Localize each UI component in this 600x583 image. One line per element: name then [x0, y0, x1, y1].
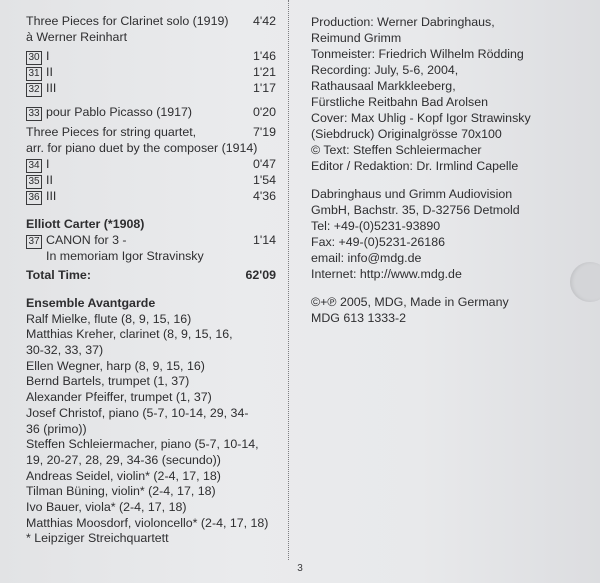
list-item: Tonmeister: Friedrich Wilhelm Rödding — [311, 47, 524, 61]
list-item: © Text: Steffen Schleiermacher — [311, 143, 482, 157]
list-item: Fürstliche Reitbahn Bad Arolsen — [311, 95, 489, 109]
track-number-box: 37 — [26, 235, 42, 249]
list-item: ©+℗ 2005, MDG, Made in Germany — [311, 295, 509, 309]
list-item: (Siebdruck) Originalgrösse 70x100 — [311, 127, 502, 141]
track-number-box: 36 — [26, 191, 42, 205]
list-item: Production: Werner Dabringhaus, — [311, 15, 495, 29]
list-item: Matthias Kreher, clarinet (8, 9, 15, 16, — [26, 327, 233, 342]
list-item: Ralf Mielke, flute (8, 9, 15, 16) — [26, 311, 192, 326]
ensemble-heading: Ensemble Avantgarde — [26, 295, 156, 310]
track-row-picasso: 33 pour Pablo Picasso (1917) 0'20 — [26, 105, 276, 121]
list-item: Rathausaal Markkleeberg, — [311, 79, 456, 93]
track-row: 35 II 1'54 — [26, 173, 276, 189]
track-number-box: 34 — [26, 159, 42, 173]
track-number-box: 35 — [26, 175, 42, 189]
list-item: Reimund Grimm — [311, 31, 402, 45]
list-item: Cover: Max Uhlig - Kopf Igor Strawinsky — [311, 111, 531, 125]
track-row: 32 III 1'17 — [26, 81, 276, 97]
track-number-box: 33 — [26, 107, 42, 121]
list-item: Recording: July, 5-6, 2004, — [311, 63, 459, 77]
work-title-quartet: Three Pieces for string quartet, 7'19 — [26, 125, 276, 140]
list-item: 30-32, 33, 37) — [26, 343, 104, 358]
list-item: Editor / Redaktion: Dr. Irmlind Capelle — [311, 159, 519, 173]
list-item: Ivo Bauer, viola* (2-4, 17, 18) — [26, 500, 187, 515]
track-row: 36 III 4'36 — [26, 189, 276, 205]
list-item: Bernd Bartels, trumpet (1, 37) — [26, 374, 190, 389]
list-item: Tilman Büning, violin* (2-4, 17, 18) — [26, 484, 216, 499]
track-row-canon: 37 CANON for 3 - 1'14 — [26, 233, 276, 249]
composer-heading: Elliott Carter (*1908) — [26, 216, 145, 231]
copyright-block — [311, 294, 581, 326]
list-item: Ellen Wegner, harp (8, 9, 15, 16) — [26, 358, 205, 373]
quartet-subtitle: arr. for piano duet by the composer (1914) — [26, 141, 258, 156]
column-divider — [288, 0, 289, 560]
list-item: Steffen Schleiermacher, piano (5-7, 10-14, — [26, 437, 259, 452]
total-time: Total Time: 62'09 — [26, 268, 276, 283]
email-text: email: info@mdg.de — [311, 251, 422, 265]
list-item: 19, 20-27, 28, 29, 34-36 (secundo)) — [26, 452, 221, 467]
list-item: Matthias Moosdorf, violoncello* (2-4, 17, 18) — [26, 515, 269, 530]
list-item: 36 (primo)) — [26, 421, 87, 436]
production-credits — [311, 14, 581, 174]
track-number-box: 30 — [26, 51, 42, 65]
tracklist-column — [26, 14, 276, 547]
list-item: Andreas Seidel, violin* (2-4, 17, 18) — [26, 468, 221, 483]
track-row: 34 I 0'47 — [26, 157, 276, 173]
canon-subtitle: In memoriam Igor Stravinsky — [46, 248, 204, 263]
clarinet-dedication: à Werner Reinhart — [26, 29, 128, 44]
catalog-number: MDG 613 1333-2 — [311, 311, 407, 325]
track-row: 30 I 1'46 — [26, 49, 276, 65]
performer-list — [26, 312, 276, 548]
list-item: Josef Christof, piano (5-7, 10-14, 29, 34- — [26, 405, 249, 420]
page-number: 3 — [297, 563, 303, 574]
list-item: Dabringhaus und Grimm Audiovision — [311, 187, 513, 201]
website-text: Internet: http://www.mdg.de — [311, 267, 462, 281]
track-number-box: 32 — [26, 83, 42, 97]
track-number-box: 31 — [26, 67, 42, 81]
list-item: Tel: +49-(0)5231-93890 — [311, 219, 441, 233]
work-title-clarinet: Three Pieces for Clarinet solo (1919) 4'42 — [26, 14, 276, 28]
list-item: Fax: +49-(0)5231-26186 — [311, 235, 445, 249]
list-item: Alexander Pfeiffer, trumpet (1, 37) — [26, 390, 212, 405]
list-item: GmbH, Bachstr. 35, D-32756 Detmold — [311, 203, 520, 217]
credits-column — [311, 14, 581, 326]
label-contact — [311, 186, 581, 282]
track-row: 31 II 1'21 — [26, 65, 276, 81]
list-item: * Leipziger Streichquartett — [26, 531, 169, 546]
